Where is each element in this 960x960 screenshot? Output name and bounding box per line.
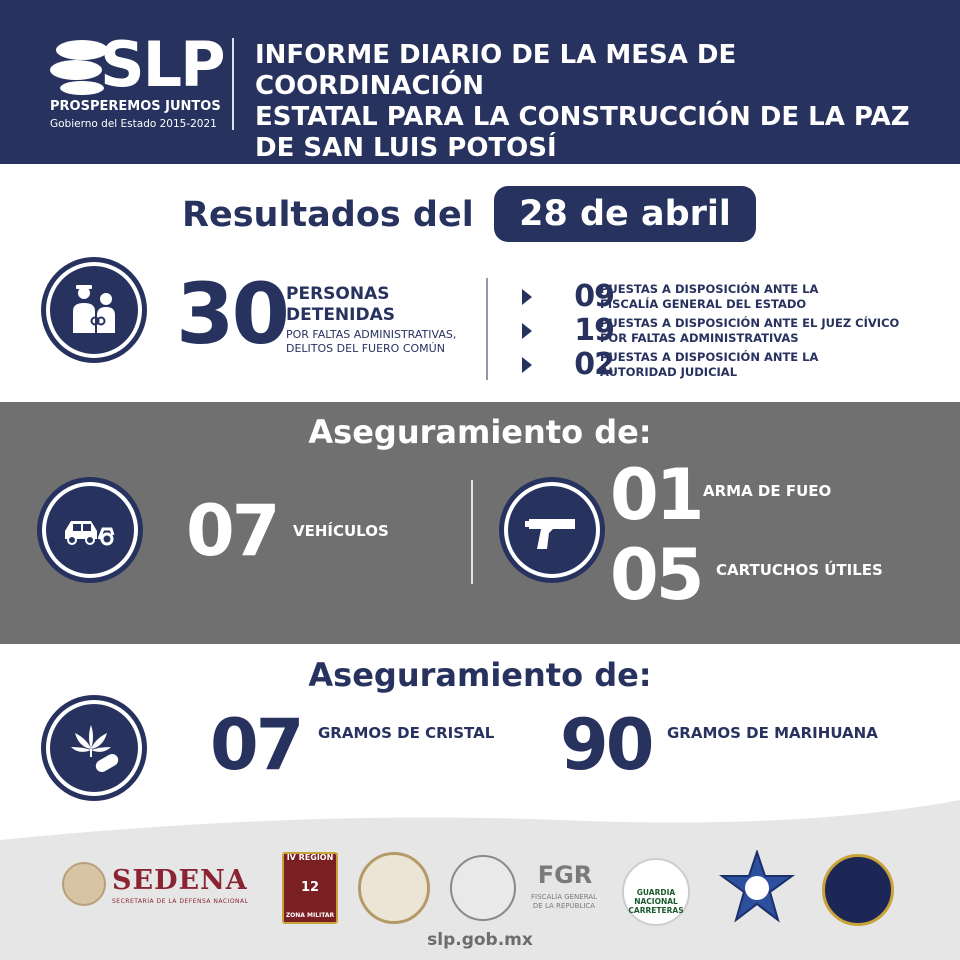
- vehicles-label: VEHÍCULOS: [293, 522, 389, 540]
- report-title-line: ESTATAL PARA LA CONSTRUCCIÓN DE LA PAZ: [255, 102, 910, 132]
- triangle-arrow-icon: [522, 323, 532, 339]
- firearms-label: ARMA DE FUEO: [703, 482, 832, 500]
- logo-text: SLP: [100, 28, 224, 101]
- detained-title-line: DETENIDAS: [286, 305, 395, 325]
- firearm-icon-circle: [504, 482, 600, 578]
- car-motorcycle-icon: [61, 501, 119, 559]
- cartridges-label: CARTUCHOS ÚTILES: [716, 561, 883, 579]
- guardia-nacional-seal-icon: [358, 852, 430, 924]
- disposition-text-line: PUESTAS A DISPOSICIÓN ANTE LA: [600, 282, 819, 296]
- zona-badge-top: IV REGION: [286, 853, 334, 862]
- date-badge: 28 de abril: [494, 186, 756, 242]
- header-divider: [232, 38, 234, 130]
- vehicles-count: 07: [186, 490, 278, 572]
- disposition-row: [522, 348, 942, 384]
- handcuffed-person-icon: [65, 281, 123, 339]
- pistol-icon: [523, 501, 581, 559]
- triangle-arrow-icon: [522, 289, 532, 305]
- gn-carreteras-text: [622, 888, 690, 915]
- detained-divider: [486, 278, 488, 380]
- disposition-row: [522, 280, 942, 316]
- cartridges-count: 05: [610, 534, 702, 616]
- fgr-subtitle-line: FISCALÍA GENERAL: [531, 893, 597, 901]
- disposition-text: [600, 316, 910, 346]
- mexico-coat-of-arms-icon: [450, 855, 516, 921]
- disposition-text-line: PUESTAS A DISPOSICIÓN ANTE LA: [600, 350, 819, 364]
- detained-count: 30: [176, 265, 287, 363]
- logo-subtitle: Gobierno del Estado 2015-2021: [50, 118, 217, 130]
- drugs-icon-circle: [46, 700, 142, 796]
- sedena-logo-text: SEDENA: [112, 865, 248, 896]
- disposition-text: [600, 350, 910, 380]
- gn-text-line: NACIONAL: [634, 897, 678, 906]
- crystal-count: 07: [210, 704, 302, 786]
- sedena-logo-subtitle: SECRETARÍA DE LA DEFENSA NACIONAL: [112, 898, 249, 905]
- disposition-text-line: POR FALTAS ADMINISTRATIVAS: [600, 331, 799, 345]
- detained-title: [286, 284, 476, 326]
- disposition-text-line: AUTORIDAD JUDICIAL: [600, 365, 738, 379]
- firearms-count: 01: [610, 454, 702, 536]
- seizure-title: Aseguramiento de:: [308, 413, 652, 451]
- fgr-logo-text: FGR: [537, 861, 593, 889]
- results-label: Resultados del: [182, 195, 474, 235]
- disposition-text-line: PUESTAS A DISPOSICIÓN ANTE EL JUEZ CÍVICO: [600, 316, 900, 330]
- vehicles-icon-circle: [42, 482, 138, 578]
- report-title: [255, 40, 945, 164]
- disposition-number: 09: [574, 279, 614, 314]
- triangle-arrow-icon: [522, 357, 532, 373]
- fiscalia-estado-seal-icon: [822, 854, 894, 926]
- marijuana-count: 90: [560, 704, 652, 786]
- mexico-eagle-seal-icon: [62, 862, 106, 906]
- gn-text-line: CARRETERAS: [628, 906, 684, 915]
- disposition-text: [600, 282, 910, 312]
- detained-title-line: PERSONAS: [286, 284, 390, 304]
- gn-text-line: GUARDIA: [636, 888, 676, 897]
- disposition-row: [522, 314, 942, 350]
- marijuana-label: GRAMOS DE MARIHUANA: [667, 724, 878, 742]
- detained-subtitle-line: DELITOS DEL FUERO COMÚN: [286, 342, 445, 355]
- disposition-text-line: FISCALÍA GENERAL DEL ESTADO: [600, 297, 807, 311]
- cannabis-pill-icon: [65, 719, 123, 777]
- disposition-number: 19: [574, 313, 614, 348]
- police-star-badge-icon: [718, 850, 796, 928]
- logo-tagline: PROSPEREMOS JUNTOS: [50, 99, 221, 114]
- seizure-title: Aseguramiento de:: [308, 656, 652, 694]
- zona-badge-number: 12: [300, 880, 320, 895]
- disposition-number: 02: [574, 347, 614, 382]
- report-title-line: INFORME DIARIO DE LA MESA DE COORDINACIÓN: [255, 40, 737, 101]
- report-title-line: DE SAN LUIS POTOSÍ: [255, 133, 557, 163]
- seizure-divider: [471, 480, 473, 584]
- website-url[interactable]: slp.gob.mx: [427, 930, 533, 950]
- fgr-logo-subtitle: [520, 893, 608, 911]
- crystal-label: GRAMOS DE CRISTAL: [318, 724, 495, 742]
- detained-subtitle-line: POR FALTAS ADMINISTRATIVAS,: [286, 328, 457, 341]
- fgr-subtitle-line: DE LA REPÚBLICA: [532, 902, 596, 910]
- detained-subtitle: [286, 328, 486, 356]
- zona-badge-bottom: ZONA MILITAR: [285, 912, 335, 919]
- detained-icon-circle: [46, 262, 142, 358]
